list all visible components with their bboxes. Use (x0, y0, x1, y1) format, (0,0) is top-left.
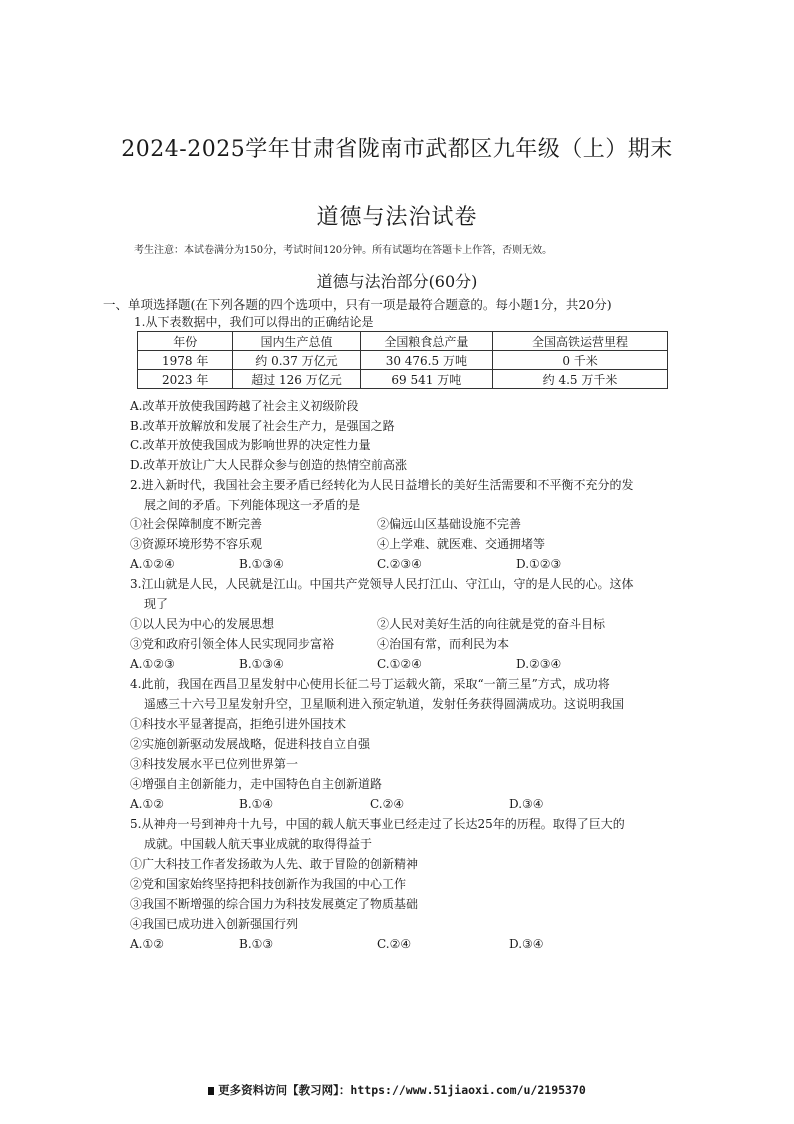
table-header-cell: 全国高铁运营里程 (493, 332, 668, 351)
q2-option-d: D.①②③ (516, 557, 562, 571)
q2-item-3: ③资源环境形势不容乐观 (130, 537, 263, 551)
part-heading: 一、单项选择题(在下列各题的四个选项中，只有一项是最符合题意的。每小题1分，共20分) (103, 297, 612, 312)
table-header-cell: 年份 (138, 332, 233, 351)
table-header-cell: 全国粮食总产量 (360, 332, 493, 351)
q2-option-a: A.①②④ (130, 557, 175, 571)
q5-option-b: B.①③ (239, 937, 274, 951)
q1-option-b: B.改革开放解放和发展了社会生产力，是强国之路 (130, 419, 395, 433)
table-cell: 约 4.5 万千米 (493, 370, 668, 389)
q5-stem-line-2: 成就。中国载人航天事业成就的取得得益于 (144, 837, 373, 851)
q3-item-3: ③党和政府引领全体人民实现同步富裕 (130, 637, 335, 651)
q3-item-4: ④治国有常，而利民为本 (377, 637, 510, 651)
q5-stem-line-1: 5.从神舟一号到神舟十九号，中国的载人航天事业已经走过了长达25年的历程。取得了巨大的 (130, 817, 625, 831)
q4-stem-line-2: 遥感三十六号卫星发射升空，卫星顺利进入预定轨道，发射任务获得圆满成功。这说明我国 (144, 697, 625, 711)
q4-stem-line-1: 4.此前，我国在西昌卫星发射中心使用长征二号丁运载火箭，采取“一箭三星”方式，成功将 (130, 677, 610, 691)
q4-item-3: ③科技发展水平已位列世界第一 (130, 757, 299, 771)
q3-item-1: ①以人民为中心的发展思想 (130, 617, 275, 631)
q3-item-2: ②人民对美好生活的向往就是党的奋斗目标 (377, 617, 606, 631)
table-cell: 0 千米 (493, 351, 668, 370)
q1-option-c: C.改革开放使我国成为影响世界的决定性力量 (130, 438, 371, 452)
q3-stem-line-2: 现了 (144, 597, 169, 611)
q1-option-d: D.改革开放让广大人民群众参与创造的热情空前高涨 (130, 458, 408, 472)
q3-option-a: A.①②③ (130, 657, 175, 671)
q4-option-c: C.②④ (370, 797, 405, 811)
exam-title-line-1: 2024-2025学年甘肃省陇南市武都区九年级（上）期末 (121, 137, 673, 162)
flag-icon (208, 1087, 214, 1095)
q1-stem: 1.从下表数据中，我们可以得出的正确结论是 (134, 315, 374, 329)
table-cell: 30 476.5 万吨 (360, 351, 493, 370)
table-header-cell: 国内生产总值 (233, 332, 360, 351)
q5-item-2: ②党和国家始终坚持把科技创新作为我国的中心工作 (130, 877, 407, 891)
q5-option-a: A.①② (130, 937, 164, 951)
q2-stem-line-1: 2.进入新时代，我国社会主要矛盾已经转化为人民日益增长的美好生活需要和不平衡不充分的发 (130, 478, 634, 492)
q4-item-2: ②实施创新驱动发展战略，促进科技自立自强 (130, 737, 371, 751)
table-row (138, 351, 668, 370)
q2-option-b: B.①③④ (239, 557, 284, 571)
table-cell: 2023 年 (138, 370, 233, 389)
q5-option-d: D.③④ (509, 937, 544, 951)
footer-link[interactable] (0, 1082, 794, 1098)
q3-option-b: B.①③④ (239, 657, 284, 671)
table-cell: 约 0.37 万亿元 (233, 351, 360, 370)
q5-option-c: C.②④ (377, 937, 412, 951)
q2-item-1: ①社会保障制度不断完善 (130, 517, 263, 531)
table-header-row (138, 332, 668, 351)
table-cell: 超过 126 万亿元 (233, 370, 360, 389)
table-row (138, 370, 668, 389)
q5-item-3: ③我国不断增强的综合国力为科技发展奠定了物质基础 (130, 897, 419, 911)
q3-option-d: D.②③④ (516, 657, 562, 671)
q4-option-d: D.③④ (509, 797, 544, 811)
section-title: 道德与法治部分(60分) (316, 272, 478, 291)
exam-notice: 考生注意：本试卷满分为150分，考试时间120分钟。所有试题均在答题卡上作答，否则无效。 (134, 245, 553, 256)
exam-title-line-2: 道德与法治试卷 (316, 205, 478, 230)
q3-stem-line-1: 3.江山就是人民，人民就是江山。中国共产党领导人民打江山、守江山，守的是人民的心。这体 (130, 577, 634, 591)
q4-option-b: B.①④ (239, 797, 274, 811)
q4-option-a: A.①② (130, 797, 164, 811)
footer-text[interactable]: 更多资料访问【教习网】：https://www.51jiaoxi.com/u/2195370 (218, 1083, 586, 1097)
q3-option-c: C.①②④ (377, 657, 422, 671)
q2-option-c: C.②③④ (377, 557, 422, 571)
q5-item-1: ①广大科技工作者发扬敢为人先、敢于冒险的创新精神 (130, 857, 419, 871)
q4-item-1: ①科技水平显著提高，拒绝引进外国技术 (130, 717, 347, 731)
q2-stem-line-2: 展之间的矛盾。下列能体现这一矛盾的是 (144, 498, 361, 512)
q2-item-4: ④上学难、就医难、交通拥堵等 (377, 537, 546, 551)
q1-option-a: A.改革开放使我国跨越了社会主义初级阶段 (130, 399, 359, 413)
table-cell: 1978 年 (138, 351, 233, 370)
q2-item-2: ②偏远山区基础设施不完善 (377, 517, 522, 531)
q1-data-table (137, 331, 668, 389)
table-cell: 69 541 万吨 (360, 370, 493, 389)
q5-item-4: ④我国已成功进入创新强国行列 (130, 917, 299, 931)
q4-item-4: ④增强自主创新能力，走中国特色自主创新道路 (130, 777, 383, 791)
